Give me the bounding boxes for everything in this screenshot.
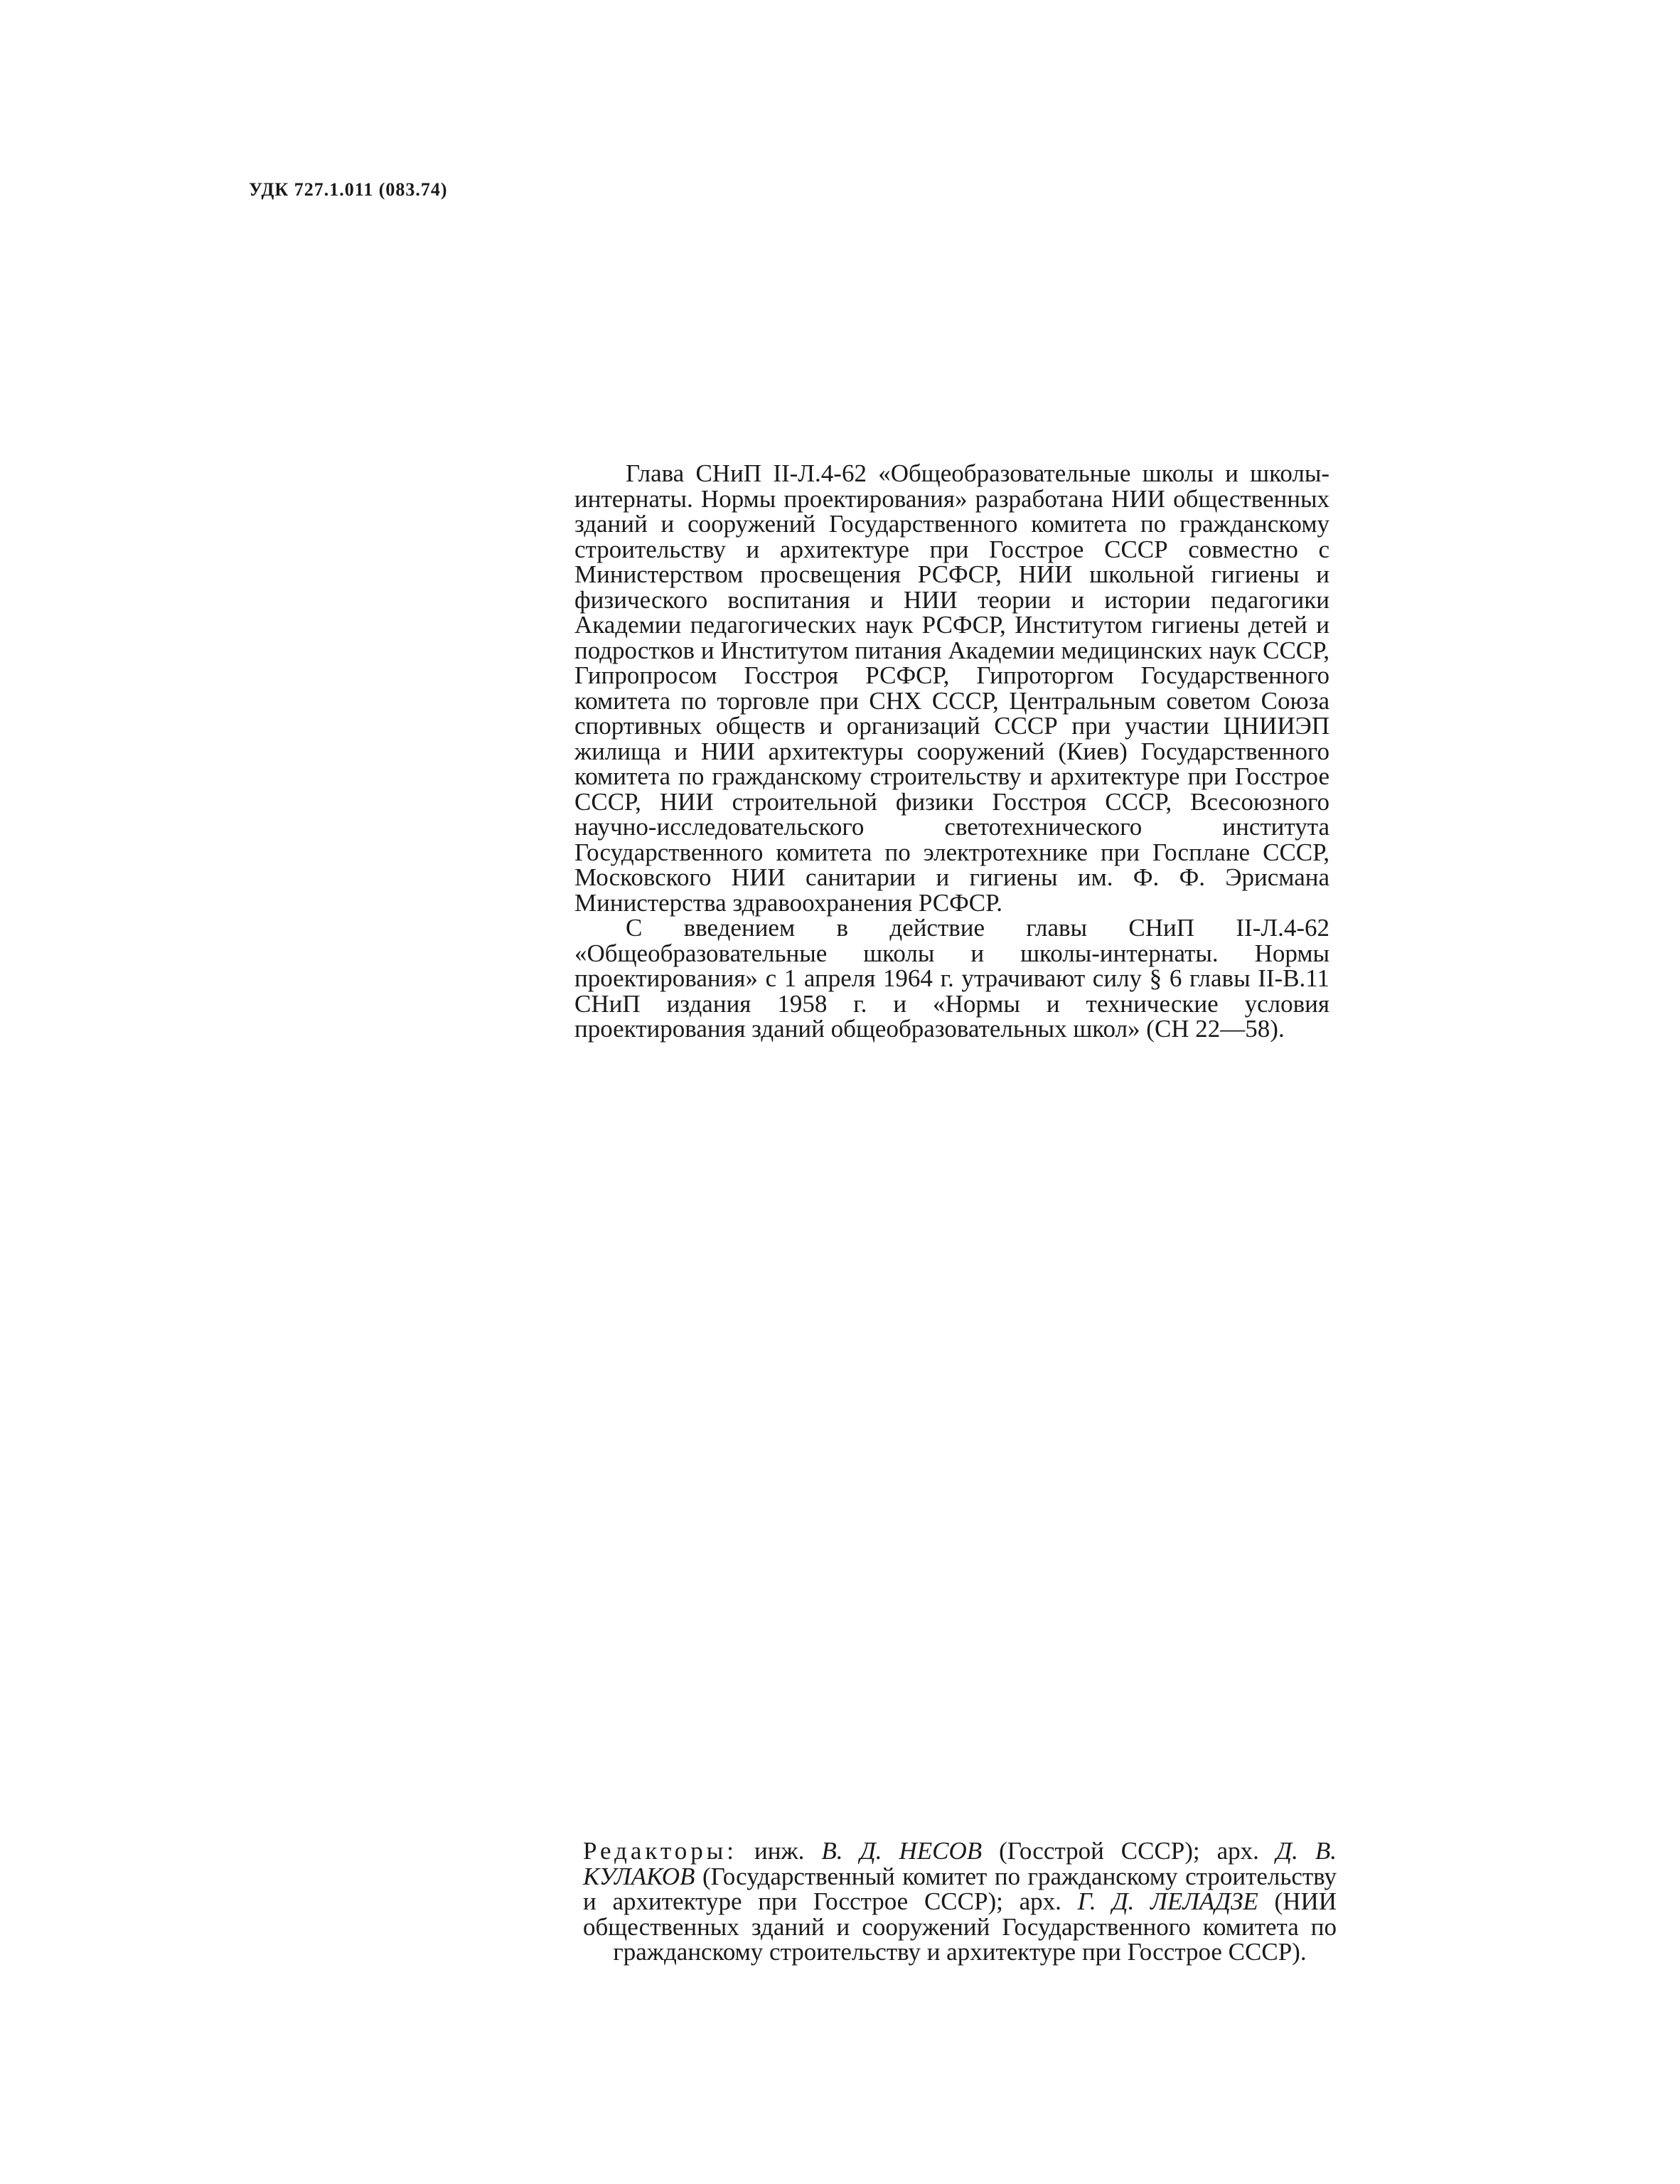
udk-code: УДК 727.1.011 (083.74) [249,179,448,200]
editor-3-name: Г. Д. ЛЕЛАДЗЕ [1077,1887,1258,1915]
editor-2-name: Д. В. КУЛАКОВ [583,1837,1337,1890]
editor-1-title: инж. [754,1837,805,1865]
editor-1-name: В. Д. НЕСОВ [821,1837,983,1865]
editor-2-title: арх. [1216,1837,1259,1865]
editor-2-affiliation: (Государственный комитет по гражданскому строительству и архитектуре при Госстрое СССР); [583,1862,1337,1915]
editor-3-title: арх. [1019,1887,1061,1915]
editors-label: Редакторы: [583,1837,738,1865]
paragraph-authors: Глава СНиП II-Л.4-62 «Общеобразовательные школы и школы-интернаты. Нормы проектирования» разработана НИИ общественных зданий и сооружений Государственного комитета по гражданскому строительству и архитектуре при Госстрое СССР совместно с Министерством просвещения РСФСР, НИИ школьной гигиены и физического воспитания и НИИ теории и истории педагогики Академии педагогических наук РСФСР, Институтом гигиены детей и подростков и Институтом питания Академии медицинских наук СССР, Гипропросом Госстроя РСФСР, Гипроторгом Государственного комитета по торговле при СНХ СССР, Центральным советом Союза спортивных обществ и организаций СССР при участии ЦНИИЭП жилища и НИИ архитектуры сооружений (Киев) Государственного комитета по гражданскому строительству и архитектуре при Госстрое СССР, НИИ строительной физики Госстроя СССР, Всесоюзного научно-исследовательского светотехнического института Государственного комитета по электротехнике при Госплане СССР, Московского НИИ санитарии и гигиены им. Ф. Ф. Эрисмана Министерства здравоохранения РСФСР. [574,459,1329,917]
editor-3-affiliation: (НИИ общественных зданий и сооружений Государственного комитета по гражданскому строительству и архитектуре при Госстрое СССР). [583,1887,1337,1966]
editor-1-affiliation: (Госстрой СССР); [999,1837,1200,1865]
paragraph-supersedes: С введением в действие главы СНиП II-Л.4-62 «Общеобразовательные школы и школы-интернаты. Нормы проектирования» с 1 апреля 1964 г. утрачивают силу § 6 главы II-В.11 СНиП издания 1958 г. и «Нормы и технические условия проектирования зданий общеобразовательных школ» (СН 22—58). [574,914,1329,1043]
main-text [574,461,1329,1042]
editors-block [583,1838,1337,1965]
